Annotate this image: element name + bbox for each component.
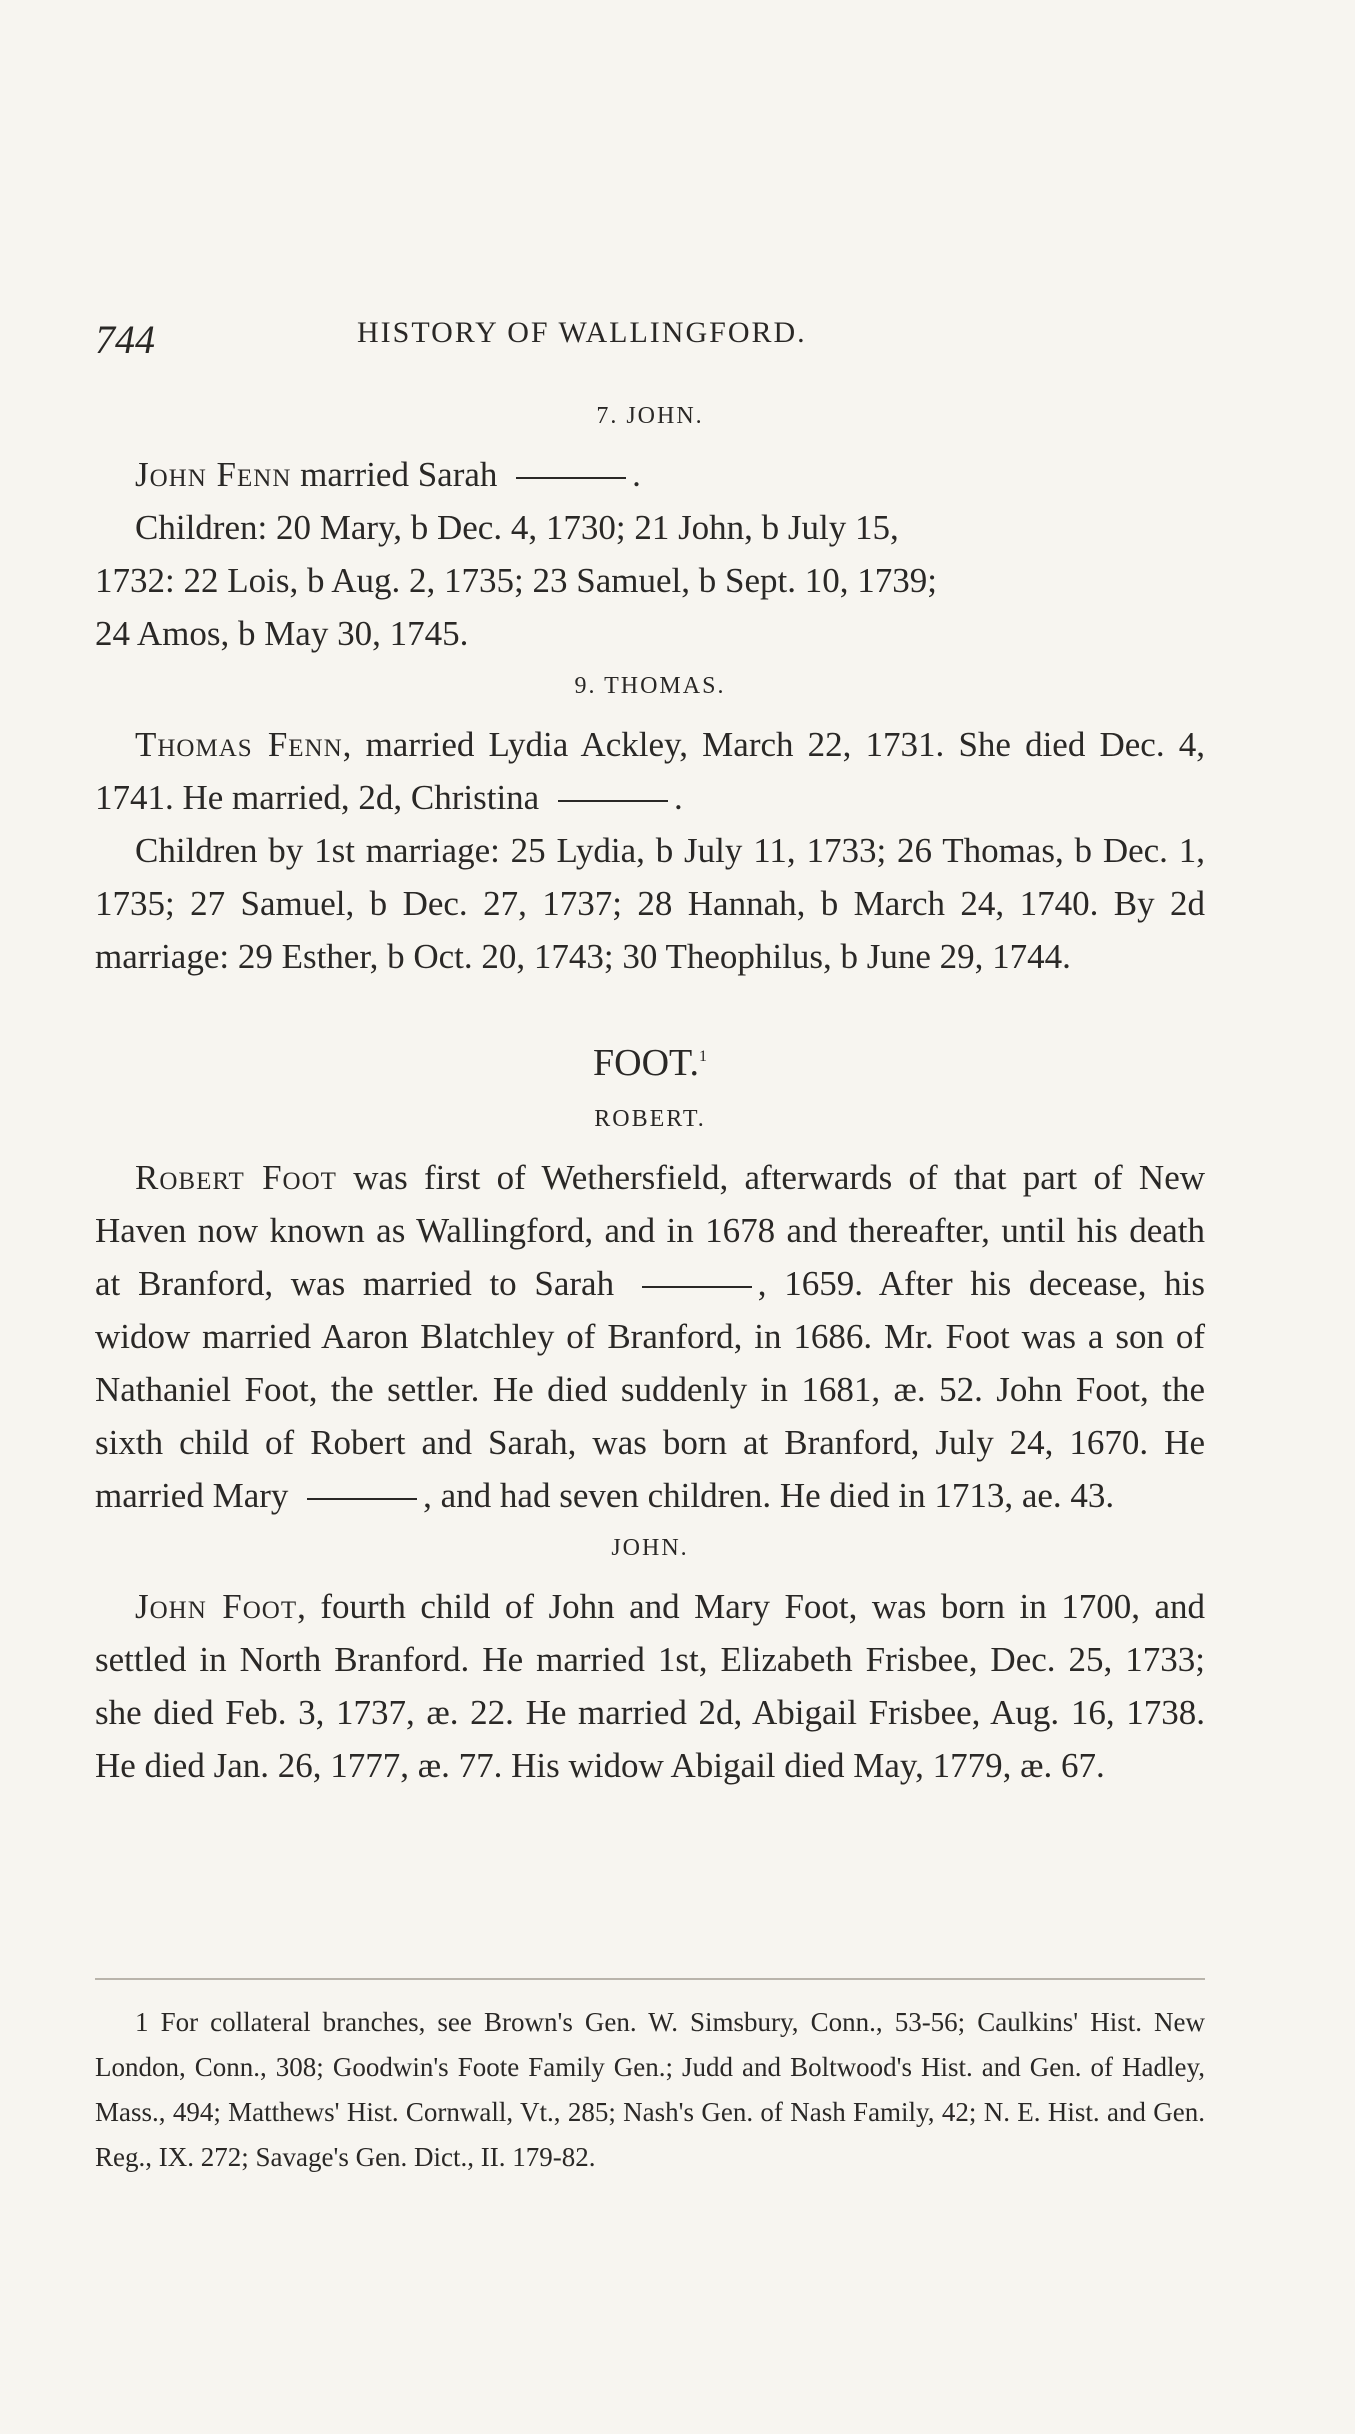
section-heading-john-fenn: 7. JOHN. xyxy=(596,403,704,429)
children-list-thomas-fenn: Children by 1st marriage: 25 Lydia, b July 11, 1733; 26 Thomas, b Dec. 1, 1735; 27 Samuel, b Dec. 27, 1737; 28 Hannah, b March 24, 1740. By 2d marriage: 29 Esther, b Oct. 20, 1743; 30 Theophilus, b June 29, 1744. xyxy=(95,831,1205,976)
section-heading-robert-foot: ROBERT. xyxy=(594,1106,706,1132)
paragraph-john-fenn: John Fenn married Sarah . xyxy=(135,455,641,494)
blank-dash xyxy=(558,800,668,802)
person-name: John Fenn xyxy=(135,455,292,494)
blank-dash xyxy=(307,1498,417,1500)
text-line: Children: 20 Mary, b Dec. 4, 1730; 21 John, b July 15, xyxy=(135,508,899,547)
section-heading-thomas-fenn: 9. THOMAS. xyxy=(574,673,726,699)
blank-dash xyxy=(516,477,626,479)
paragraph-robert-foot: Robert Foot was first of Wethersfield, afterwards of that part of New Haven now known as Wallingford, and in 1678 and thereafter, until his death at Branford, was married to Sarah , 1659. After his decease, his widow married Aaron Blatchley of Branford, in 1686. Mr. Foot was a son of Nathaniel Foot, the settler. He died suddenly in 1681, æ. 52. John Foot, the sixth child of Robert and Sarah, was born at Branford, July 24, 1670. He married Mary , and had seven children. He died in 1713, ae. 43. xyxy=(95,1158,1206,1515)
footnote: 1 For collateral branches, see Brown's Gen. W. Simsbury, Conn., 53-56; Caulkins' Hist. New London, Conn., 308; Goodwin's Foote Family Gen.; Judd and Boltwood's Hist. and Gen. of Hadley, Mass., 494; Matthews' Hist. Cornwall, Vt., 285; Nash's Gen. of Nash Family, 42; N. E. Hist. and Gen. Reg., IX. 272; Savage's Gen. Dict., II. 179-82. xyxy=(95,2007,1205,2172)
footnote-rule xyxy=(95,1978,1205,1980)
page-body xyxy=(95,390,1205,1792)
text-line: 24 Amos, b May 30, 1745. xyxy=(95,614,469,653)
footnote-marker: 1 xyxy=(698,1048,707,1065)
section-heading-john-foot: JOHN. xyxy=(611,1535,689,1561)
paragraph-thomas-fenn: Thomas Fenn, married Lydia Ackley, March 22, 1731. She died Dec. 4, 1741. He married, 2d, Christina . xyxy=(95,725,1205,817)
footnotes xyxy=(95,2000,1205,2180)
blank-dash xyxy=(642,1286,752,1288)
person-name: Robert Foot xyxy=(135,1158,337,1197)
paragraph-john-foot: John Foot, fourth child of John and Mary Foot, was born in 1700, and settled in North Branford. He married 1st, Elizabeth Frisbee, Dec. 25, 1733; she died Feb. 3, 1737, æ. 22. He married 2d, Abigail Frisbee, Aug. 16, 1738. He died Jan. 26, 1777, æ. 77. His widow Abigail died May, 1779, æ. 67. xyxy=(95,1587,1205,1785)
page-header xyxy=(95,312,1200,372)
person-name: Thomas Fenn xyxy=(135,725,343,764)
running-title: HISTORY OF WALLINGFORD. xyxy=(357,316,807,349)
person-name: John Foot xyxy=(135,1587,298,1626)
family-title: FOOT.$^1$ xyxy=(593,1042,707,1084)
text-line: 1732: 22 Lois, b Aug. 2, 1735; 23 Samuel, b Sept. 10, 1739; xyxy=(95,561,937,600)
page-number: 744 xyxy=(95,317,155,362)
children-list-john-fenn xyxy=(95,501,1205,660)
